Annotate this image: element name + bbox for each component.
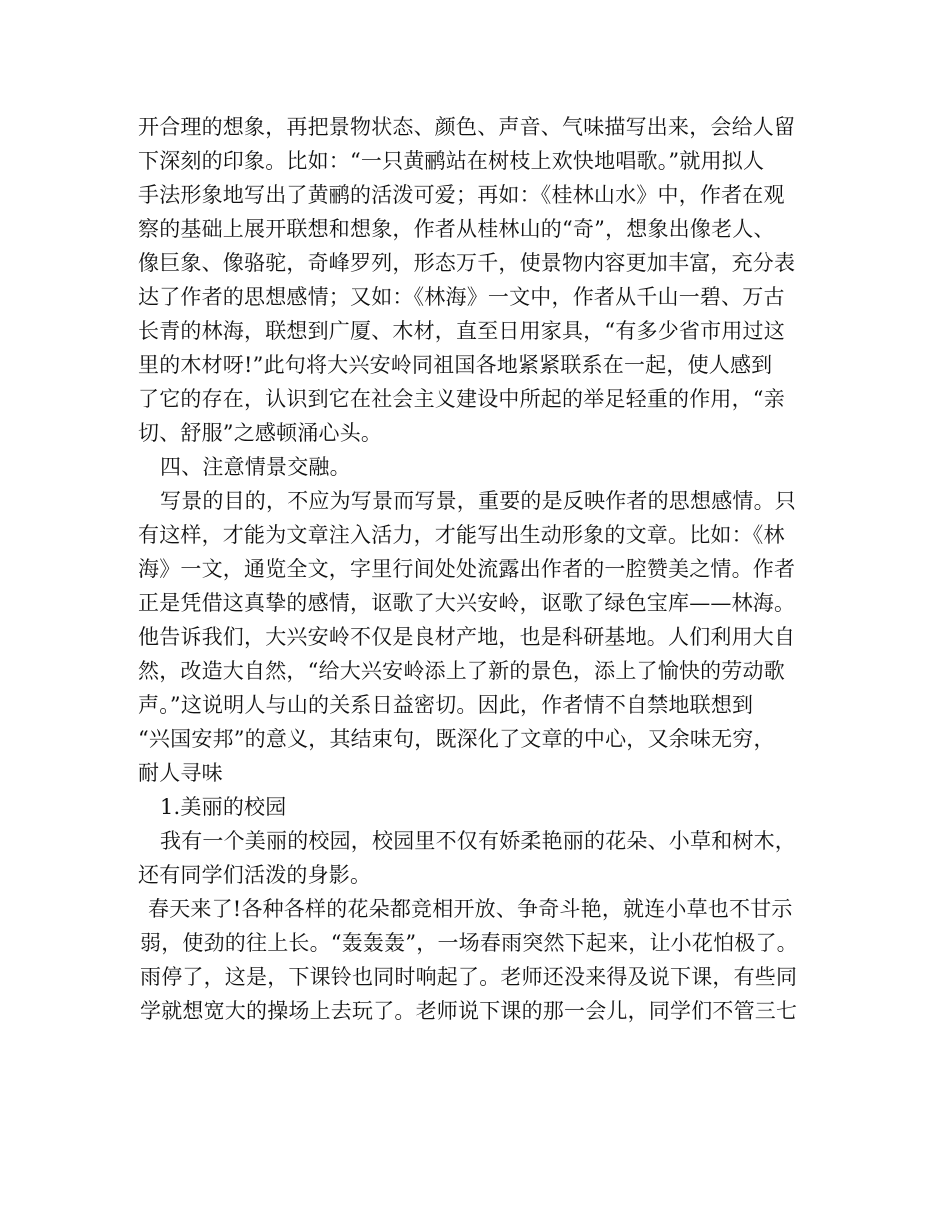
text-line: 达了作者的思想感情；又如：《林海》一文中，作者从千山一碧、万古 <box>138 285 785 309</box>
text-line: 写景的目的，不应为写景而写景，重要的是反映作者的思想感情。只 <box>160 489 796 513</box>
text-line: 然，改造大自然，“给大兴安岭添上了新的景色，添上了愉快的劳动歌 <box>138 659 785 683</box>
text-line: 春天来了!各种各样的花朵都竞相开放、争奇斗艳，就连小草也不甘示 <box>148 897 793 921</box>
text-line: 切、舒服”之感顿涌心头。 <box>138 421 383 445</box>
text-line: 开合理的想象，再把景物状态、颜色、声音、气味描写出来，会给人留 <box>138 115 796 139</box>
section-heading: 四、注意情景交融。 <box>160 455 351 479</box>
document-body <box>138 110 828 1028</box>
text-line: 里的木材呀!”此句将大兴安岭同祖国各地紧紧联系在一起，使人感到 <box>138 353 773 377</box>
text-line: 弱，使劲的往上长。“轰轰轰”，一场春雨突然下起来，让小花怕极了。 <box>140 931 798 955</box>
text-line: 了它的存在，认识到它在社会主义建设中所起的举足轻重的作用，“亲 <box>138 387 785 411</box>
text-line: 学就想宽大的操场上去玩了。老师说下课的那一会儿，同学们不管三七 <box>140 999 798 1023</box>
text-line: 雨停了，这是，下课铃也同时响起了。老师还没来得及说下课，有些同 <box>140 965 798 989</box>
text-line: 察的基础上展开联想和想象，作者从桂林山的“奇”，想象出像老人、 <box>138 217 775 241</box>
text-line: 声。”这说明人与山的关系日益密切。因此，作者情不自禁地联想到 <box>138 693 754 717</box>
text-line: 长青的林海，联想到广厦、木材，直至日用家具，“有多少省市用过这 <box>138 319 785 343</box>
text-line: “兴国安邦”的意义，其结束句，既深化了文章的中心，又余味无穷， <box>138 727 775 751</box>
text-line: 耐人寻味 <box>138 761 223 785</box>
text-line: 他告诉我们，大兴安岭不仅是良材产地，也是科研基地。人们利用大自 <box>138 625 796 649</box>
text-line: 我有一个美丽的校园，校园里不仅有娇柔艳丽的花朵、小草和树木， <box>160 829 796 853</box>
text-line: 正是凭借这真挚的感情，讴歌了大兴安岭，讴歌了绿色宝库——林海。 <box>138 591 796 615</box>
text-line: 下深刻的印象。比如：“一只黄鹂站在树枝上欢快地唱歌。”就用拟人 <box>138 149 765 173</box>
text-line: 有这样，才能为文章注入活力，才能写出生动形象的文章。比如：《林 <box>138 523 785 547</box>
text-line: 海》一文，通览全文，字里行间处处流露出作者的一腔赞美之情。作者 <box>138 557 796 581</box>
text-line: 手法形象地写出了黄鹂的活泼可爱；再如：《桂林山水》中，作者在观 <box>138 183 785 207</box>
essay-title: 1.美丽的校园 <box>160 795 287 819</box>
text-line: 像巨象、像骆驼，奇峰罗列，形态万千，使景物内容更加丰富，充分表 <box>138 251 796 275</box>
text-line: 还有同学们活泼的身影。 <box>138 863 372 887</box>
